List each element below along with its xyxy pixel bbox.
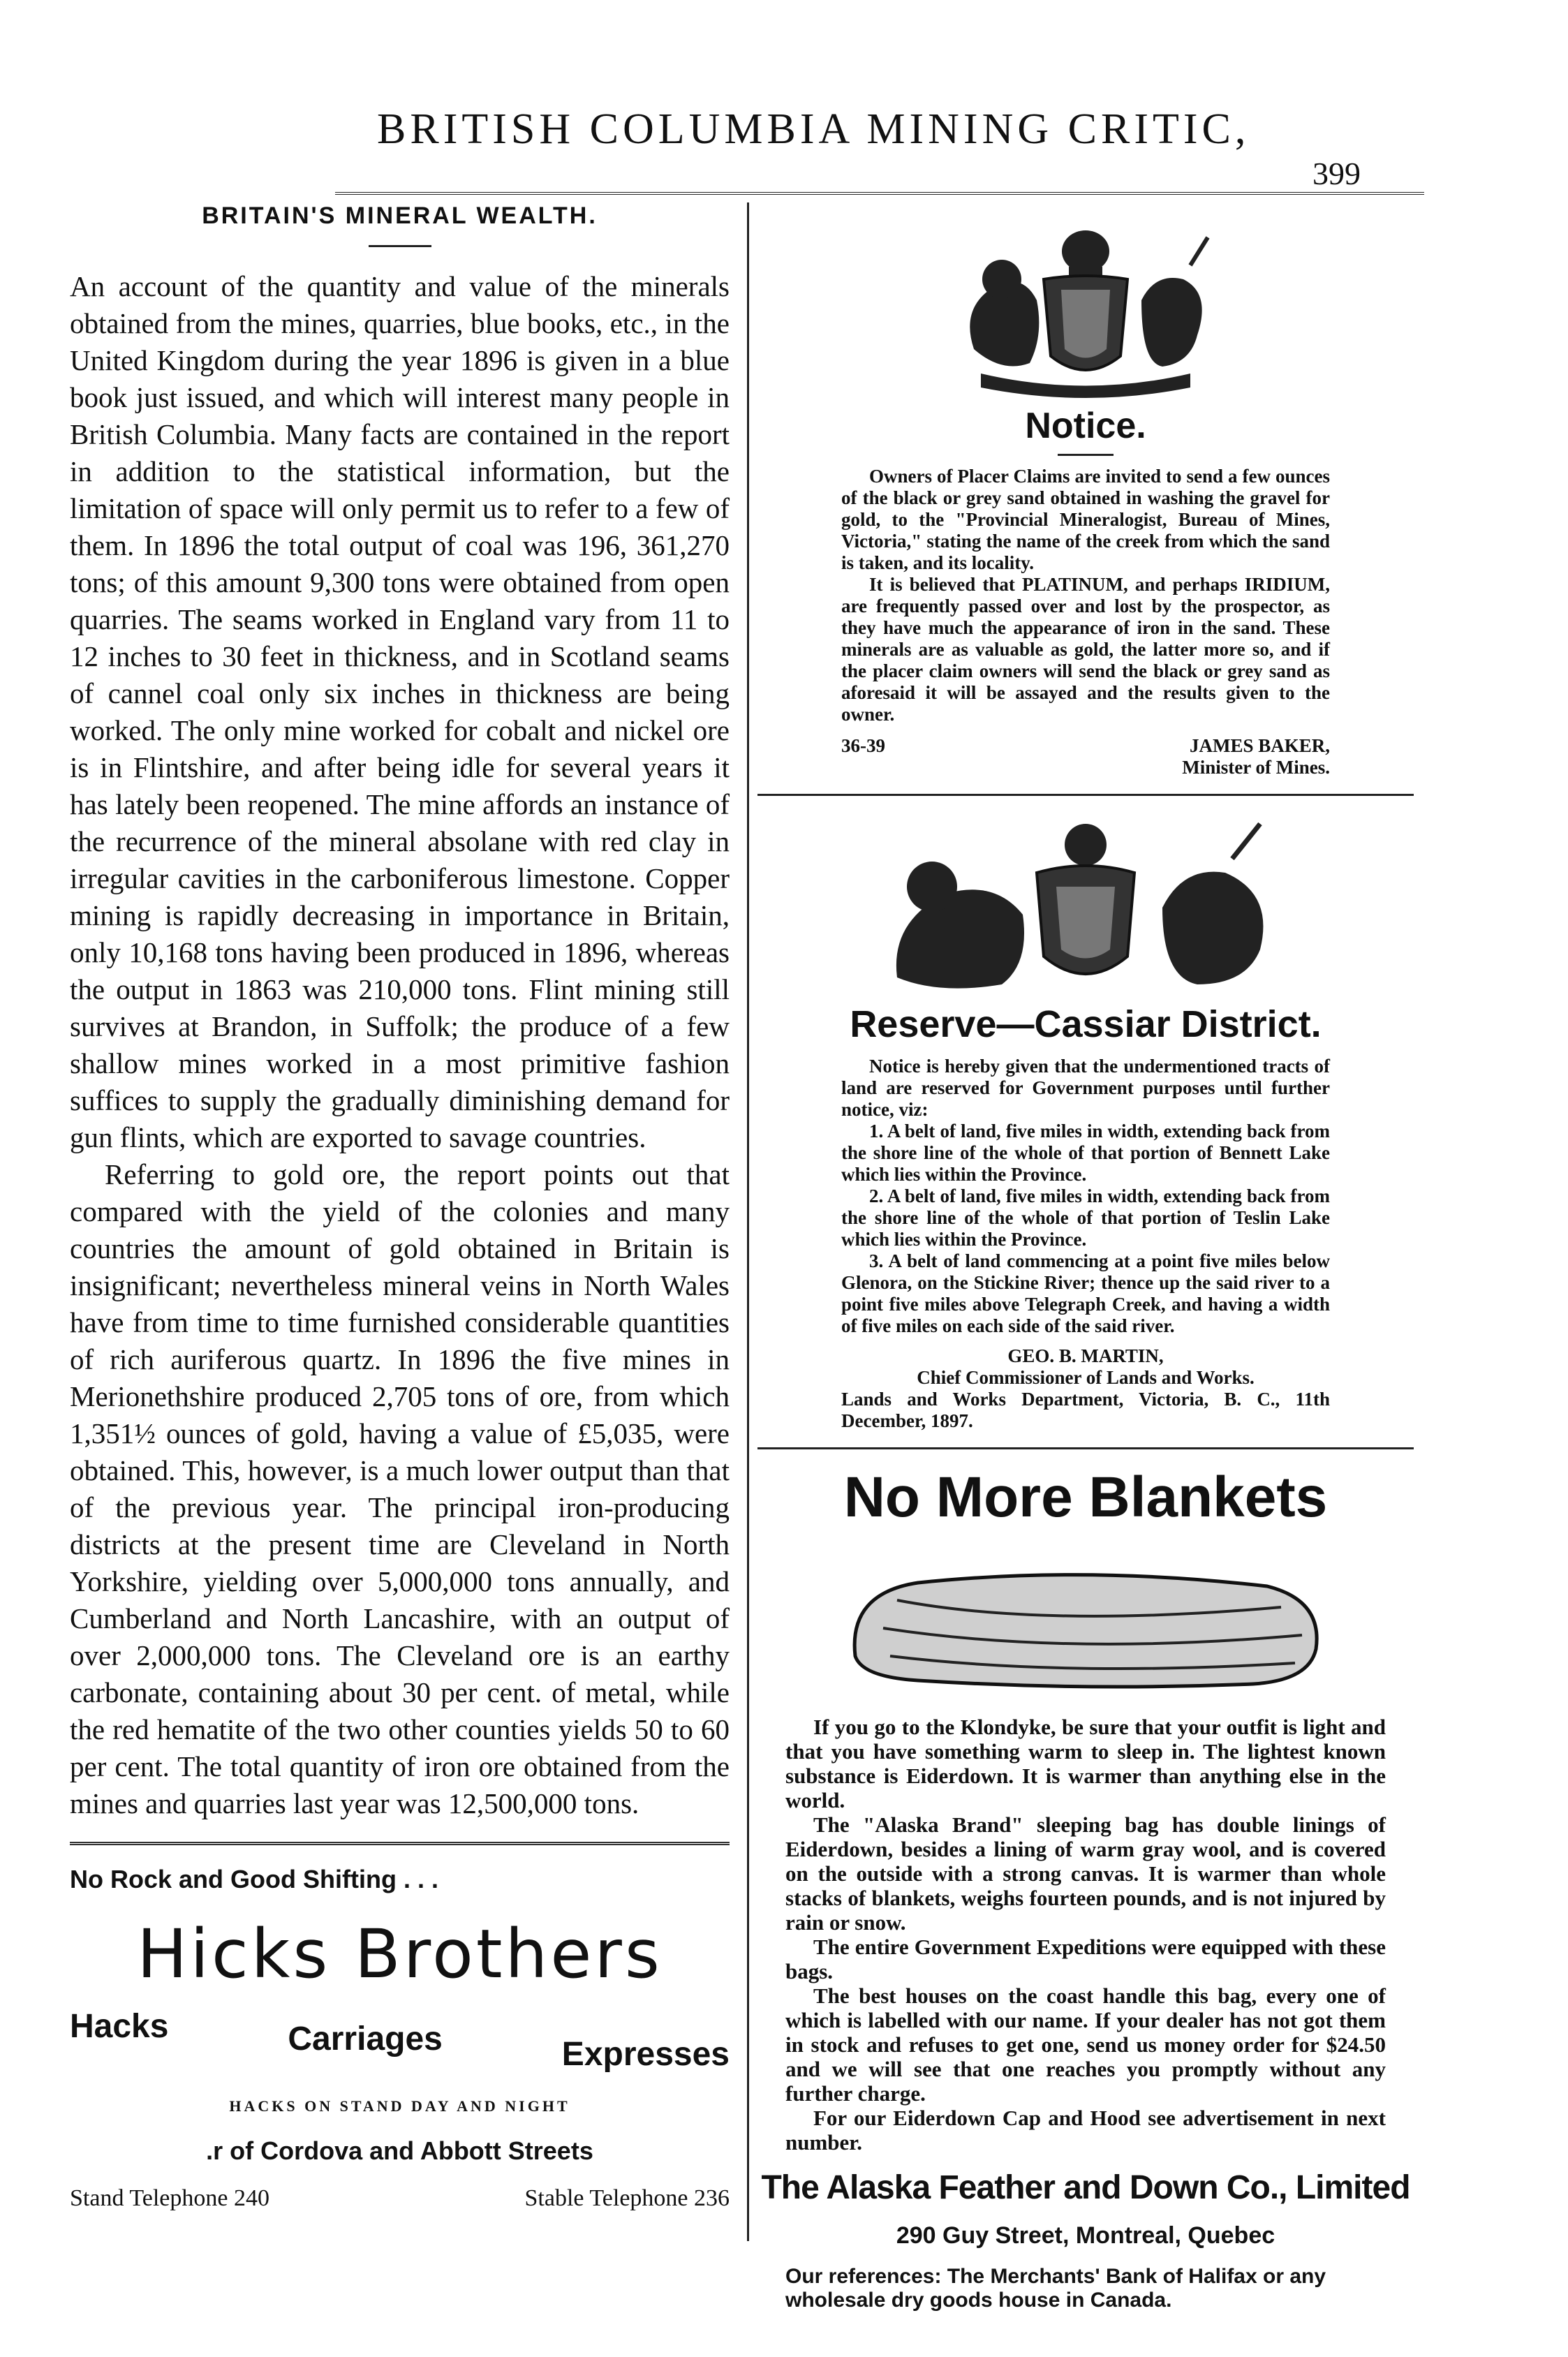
blankets-paragraph: The "Alaska Brand" sleeping bag has double linings of Eiderdown, besides a lining of warm gray wool, and is covered on the outside with a strong canvas. It is warmer than whole stacks of blankets, weighs fourteen pounds, and is not injured by rain or snow. (785, 1812, 1386, 1935)
notice-signature: JAMES BAKER, (1189, 735, 1330, 756)
reserve-title: Reserve—Cassiar District. (850, 1003, 1322, 1045)
reserve-body (757, 1056, 1414, 1337)
reserve-paragraph: Notice is hereby given that the undermentioned tracts of land are reserved for Government purposes until further notice, viz: (841, 1056, 1330, 1120)
article-title: BRITAIN'S MINERAL WEALTH. (202, 202, 598, 229)
reserve-paragraph: 1. A belt of land, five miles in width, extending back from the shore line of the whole of that portion of Bennett Lake which lies within the Province. (841, 1121, 1330, 1185)
title-rule (369, 245, 431, 247)
column-divider (747, 202, 749, 2241)
notice-ref: 36-39 (841, 735, 885, 756)
notice-rule (1058, 454, 1114, 456)
section-rule (757, 794, 1414, 796)
notice-title: Notice. (1025, 406, 1146, 446)
hicks-name: Hicks Brothers (137, 1915, 663, 1993)
reserve-department: Lands and Works Department, Victoria, B. C., 11th December, 1897. (841, 1389, 1330, 1431)
section-rule (757, 1447, 1414, 1449)
reserve-signature-title: Chief Commissioner of Lands and Works. (917, 1367, 1255, 1388)
blankets-paragraph: The best houses on the coast handle this bag, every one of which is labelled with our name. If your dealer has not got them in stock and refuses to get one, send us money order for $24.50 and we will see that one reaches you promptly without any further charge. (785, 1983, 1386, 2106)
notice-paragraph: It is believed that PLATINUM, and perhaps IRIDIUM, are frequently passed over and lost by the prospector, as they have much the appearance of iron in the sand. These minerals are as valuable as gold, the latter more so, and if the placer claim owners will send the black or grey sand as aforesaid it will be assayed and the results given to the owner. (841, 574, 1330, 725)
notice-signature-title: Minister of Mines. (1182, 757, 1330, 778)
royal-arms-icon (869, 817, 1302, 998)
service-hacks: Hacks (70, 2008, 169, 2045)
blankets-paragraph: If you go to the Klondyke, be sure that your outfit is light and that you have something warm to sleep in. The lightest known substance is Eiderdown. It is warmer than anything else in the world. (785, 1715, 1386, 1812)
hicks-advertisement (70, 1865, 730, 2212)
notice-signature-line (757, 735, 1414, 757)
hicks-hours: HACKS ON STAND DAY AND NIGHT (229, 2097, 570, 2115)
hicks-tagline: No Rock and Good Shifting . . . (70, 1865, 438, 1893)
notice-paragraph: Owners of Placer Claims are invited to send a few ounces of the black or grey sand obtained in washing the gravel for gold, to the "Provincial Mineralogist, Bureau of Mines, Victoria," stating the name of the creek from which the sand is taken, and its locality. (841, 466, 1330, 573)
stable-telephone: Stable Telephone 236 (524, 2185, 730, 2211)
section-rule (70, 1842, 730, 1845)
hicks-address: .r of Cordova and Abbott Streets (206, 2136, 593, 2165)
company-name: The Alaska Feather and Down Co., Limited (761, 2169, 1410, 2206)
blankets-body (757, 1715, 1414, 2155)
stand-telephone: Stand Telephone 240 (70, 2185, 269, 2211)
hicks-services (70, 2007, 730, 2074)
royal-arms-icon (932, 223, 1239, 398)
sleeping-bag-icon (834, 1551, 1337, 1698)
notice-body (757, 466, 1414, 725)
blankets-paragraph: The entire Government Expeditions were equipped with these bags. (785, 1935, 1386, 1983)
reserve-signature: GEO. B. MARTIN, (1007, 1345, 1164, 1366)
reserve-paragraph: 2. A belt of land, five miles in width, extending back from the shore line of the whole of that portion of Teslin Lake which lies within the Province. (841, 1185, 1330, 1250)
service-carriages: Carriages (288, 2020, 443, 2057)
blankets-title: No More Blankets (843, 1465, 1328, 1529)
page-number: 399 (1312, 156, 1361, 191)
company-references: Our references: The Merchants' Bank of Halifax or any wholesale dry goods house in Canada. (785, 2265, 1326, 2312)
company-address: 290 Guy Street, Montreal, Quebec (896, 2222, 1275, 2249)
running-head: BRITISH COLUMBIA MINING CRITIC, (377, 105, 1250, 153)
article-body (70, 268, 730, 1822)
blankets-paragraph: For our Eiderdown Cap and Hood see advertisement in next number. (785, 2106, 1386, 2155)
service-expresses: Expresses (561, 2036, 730, 2073)
left-column (70, 195, 730, 2212)
article-paragraph: An account of the quantity and value of the minerals obtained from the mines, quarries, blue books, etc., in the United Kingdom during the year 1896 is given in a blue book just issued, and which will interest many people in British Columbia. Many facts are contained in the report in addition to the statistical information, but the limitation of space will only permit us to refer to a few of them. In 1896 the total output of coal was 196, 361,270 tons; of this amount 9,300 tons were obtained from open quarries. The seams worked in England vary from 11 to 12 inches to 30 feet in thickness, and in Scotland seams of cannel coal only six inches in thickness are being worked. The only mine worked for cobalt and nickel ore is in Flintshire, and after being idle for several years it has lately been reopened. The mine affords an instance of the recurrence of the mineral absolane with red clay in irregular cavities in the carboniferous limestone. Copper mining is rapidly decreasing in importance in Britain, only 10,168 tons having been produced in 1896, whereas the output in 1863 was 210,000 tons. Flint mining still survives at Brandon, in Suffolk; the produce of a few shallow mines worked in a most primitive fashion suffices to supply the gradually diminishing demand for gun flints, which are exported to savage countries. (70, 270, 730, 1153)
hicks-phones (70, 2185, 730, 2212)
right-column (757, 202, 1414, 2312)
header-rule (335, 192, 1424, 195)
reserve-paragraph: 3. A belt of land commencing at a point five miles below Glenora, on the Stickine River; thence up the said river to a point five miles above Telegraph Creek, and having a width of five miles on each side of the said river. (841, 1250, 1330, 1336)
article-paragraph: Referring to gold ore, the report points out that compared with the yield of the colonies and many countries the amount of gold obtained in Britain is insignificant; nevertheless mineral veins in North Wales have from time to time furnished considerable quantities of rich auriferous quartz. In 1896 the five mines in Merionethshire produced 2,705 tons of ore, from which 1,351½ ounces of gold, having a value of £5,035, were obtained. This, however, is a much lower output than that of the previous year. The principal iron-producing districts at the present time are Cleveland in North Yorkshire, yielding over 5,000,000 tons annually, and Cumberland and North Lancashire, with an output of over 2,000,000 tons. The Cleveland ore is an earthy carbonate, containing about 30 per cent. of metal, while the red hematite of the two other counties yields 50 to 60 per cent. The total quantity of iron ore obtained from the mines and quarries last year was 12,500,000 tons. (70, 1158, 730, 1819)
